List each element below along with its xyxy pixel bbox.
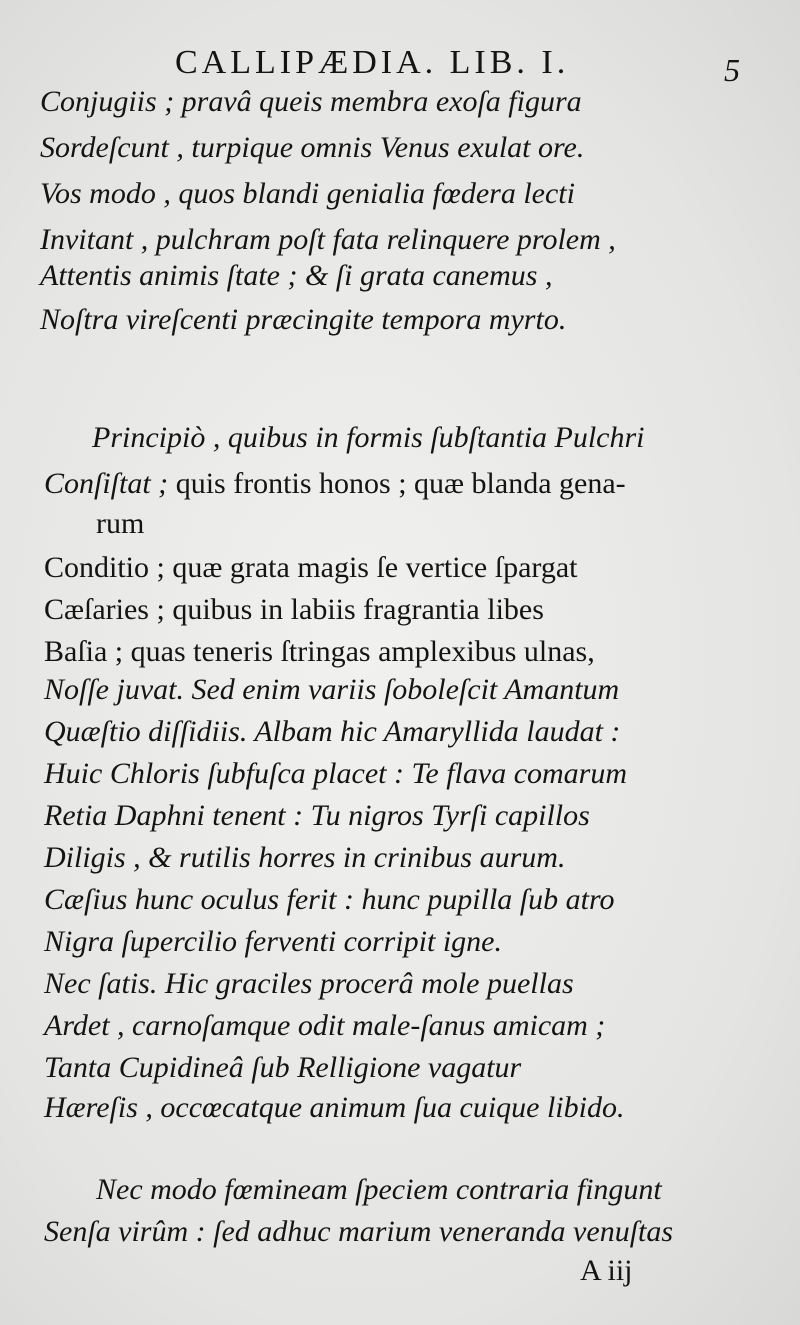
verse-line: Hæreſis , occœcatque animum ſua cuique libido.: [44, 1091, 625, 1124]
page-number: 5: [724, 52, 740, 88]
verse-line: [44, 466, 626, 502]
verse-line: Principiò , quibus in formis ſubſtantia Pulchri: [92, 421, 645, 454]
verse-line: Cæſaries ; quibus in labiis fragrantia libes: [44, 593, 544, 626]
verse-line: Huic Chloris ſubfuſca placet : Te flava comarum: [44, 757, 628, 790]
running-title: CALLIPÆDIA. LIB. I.: [175, 44, 570, 81]
verse-line: Nigra ſupercilio ferventi corripit igne.: [44, 925, 502, 958]
verse-line: Attentis animis ſtate ; & ſi grata canemus ,: [40, 259, 553, 292]
verse-line: Noſſe juvat. Sed enim variis ſoboleſcit Amantum: [44, 673, 620, 706]
signature-mark: A iij: [580, 1254, 633, 1287]
verse-line: Tanta Cupidineâ ſub Relligione vagatur: [44, 1051, 522, 1084]
verse-line: Quæſtio diſſidiis. Albam hic Amaryllida laudat :: [44, 715, 621, 748]
verse-line: Invitant , pulchram poſt fata relinquere prolem ,: [40, 223, 616, 256]
verse-line: rum: [96, 507, 145, 540]
verse-line: Conditio ; quæ grata magis ſe vertice ſpargat: [44, 551, 578, 584]
verse-line: Noſtra vireſcenti præcingite tempora myrto.: [40, 303, 567, 336]
verse-line: Ardet , carnoſamque odit male-ſanus amicam ;: [44, 1009, 606, 1042]
verse-fragment: Conſiſtat ;: [44, 467, 169, 500]
verse-line: Vos modo , quos blandi genialia fœdera lecti: [40, 177, 575, 210]
verse-line: Retia Daphni tenent : Tu nigros Tyrſi capillos: [44, 799, 590, 832]
verse-fragment: quis frontis honos ; quæ blanda gena-: [175, 467, 626, 500]
verse-line: Baſia ; quas teneris ſtringas amplexibus ulnas,: [44, 635, 595, 668]
verse-line: Diligis , & rutilis horres in crinibus aurum.: [44, 841, 566, 874]
verse-line: Conjugiis ; pravâ queis membra exoſa figura: [40, 85, 582, 118]
verse-line: Sordeſcunt , turpique omnis Venus exulat ore.: [40, 131, 585, 164]
verse-line: Nec ſatis. Hic graciles procerâ mole puellas: [44, 967, 574, 1000]
verse-line: Senſa virûm : ſed adhuc marium veneranda venuſtas: [44, 1215, 674, 1248]
verse-line: Nec modo fœmineam ſpeciem contraria fingunt: [96, 1173, 662, 1206]
verse-line: Cæſius hunc oculus ferit : hunc pupilla ſub atro: [44, 883, 615, 916]
